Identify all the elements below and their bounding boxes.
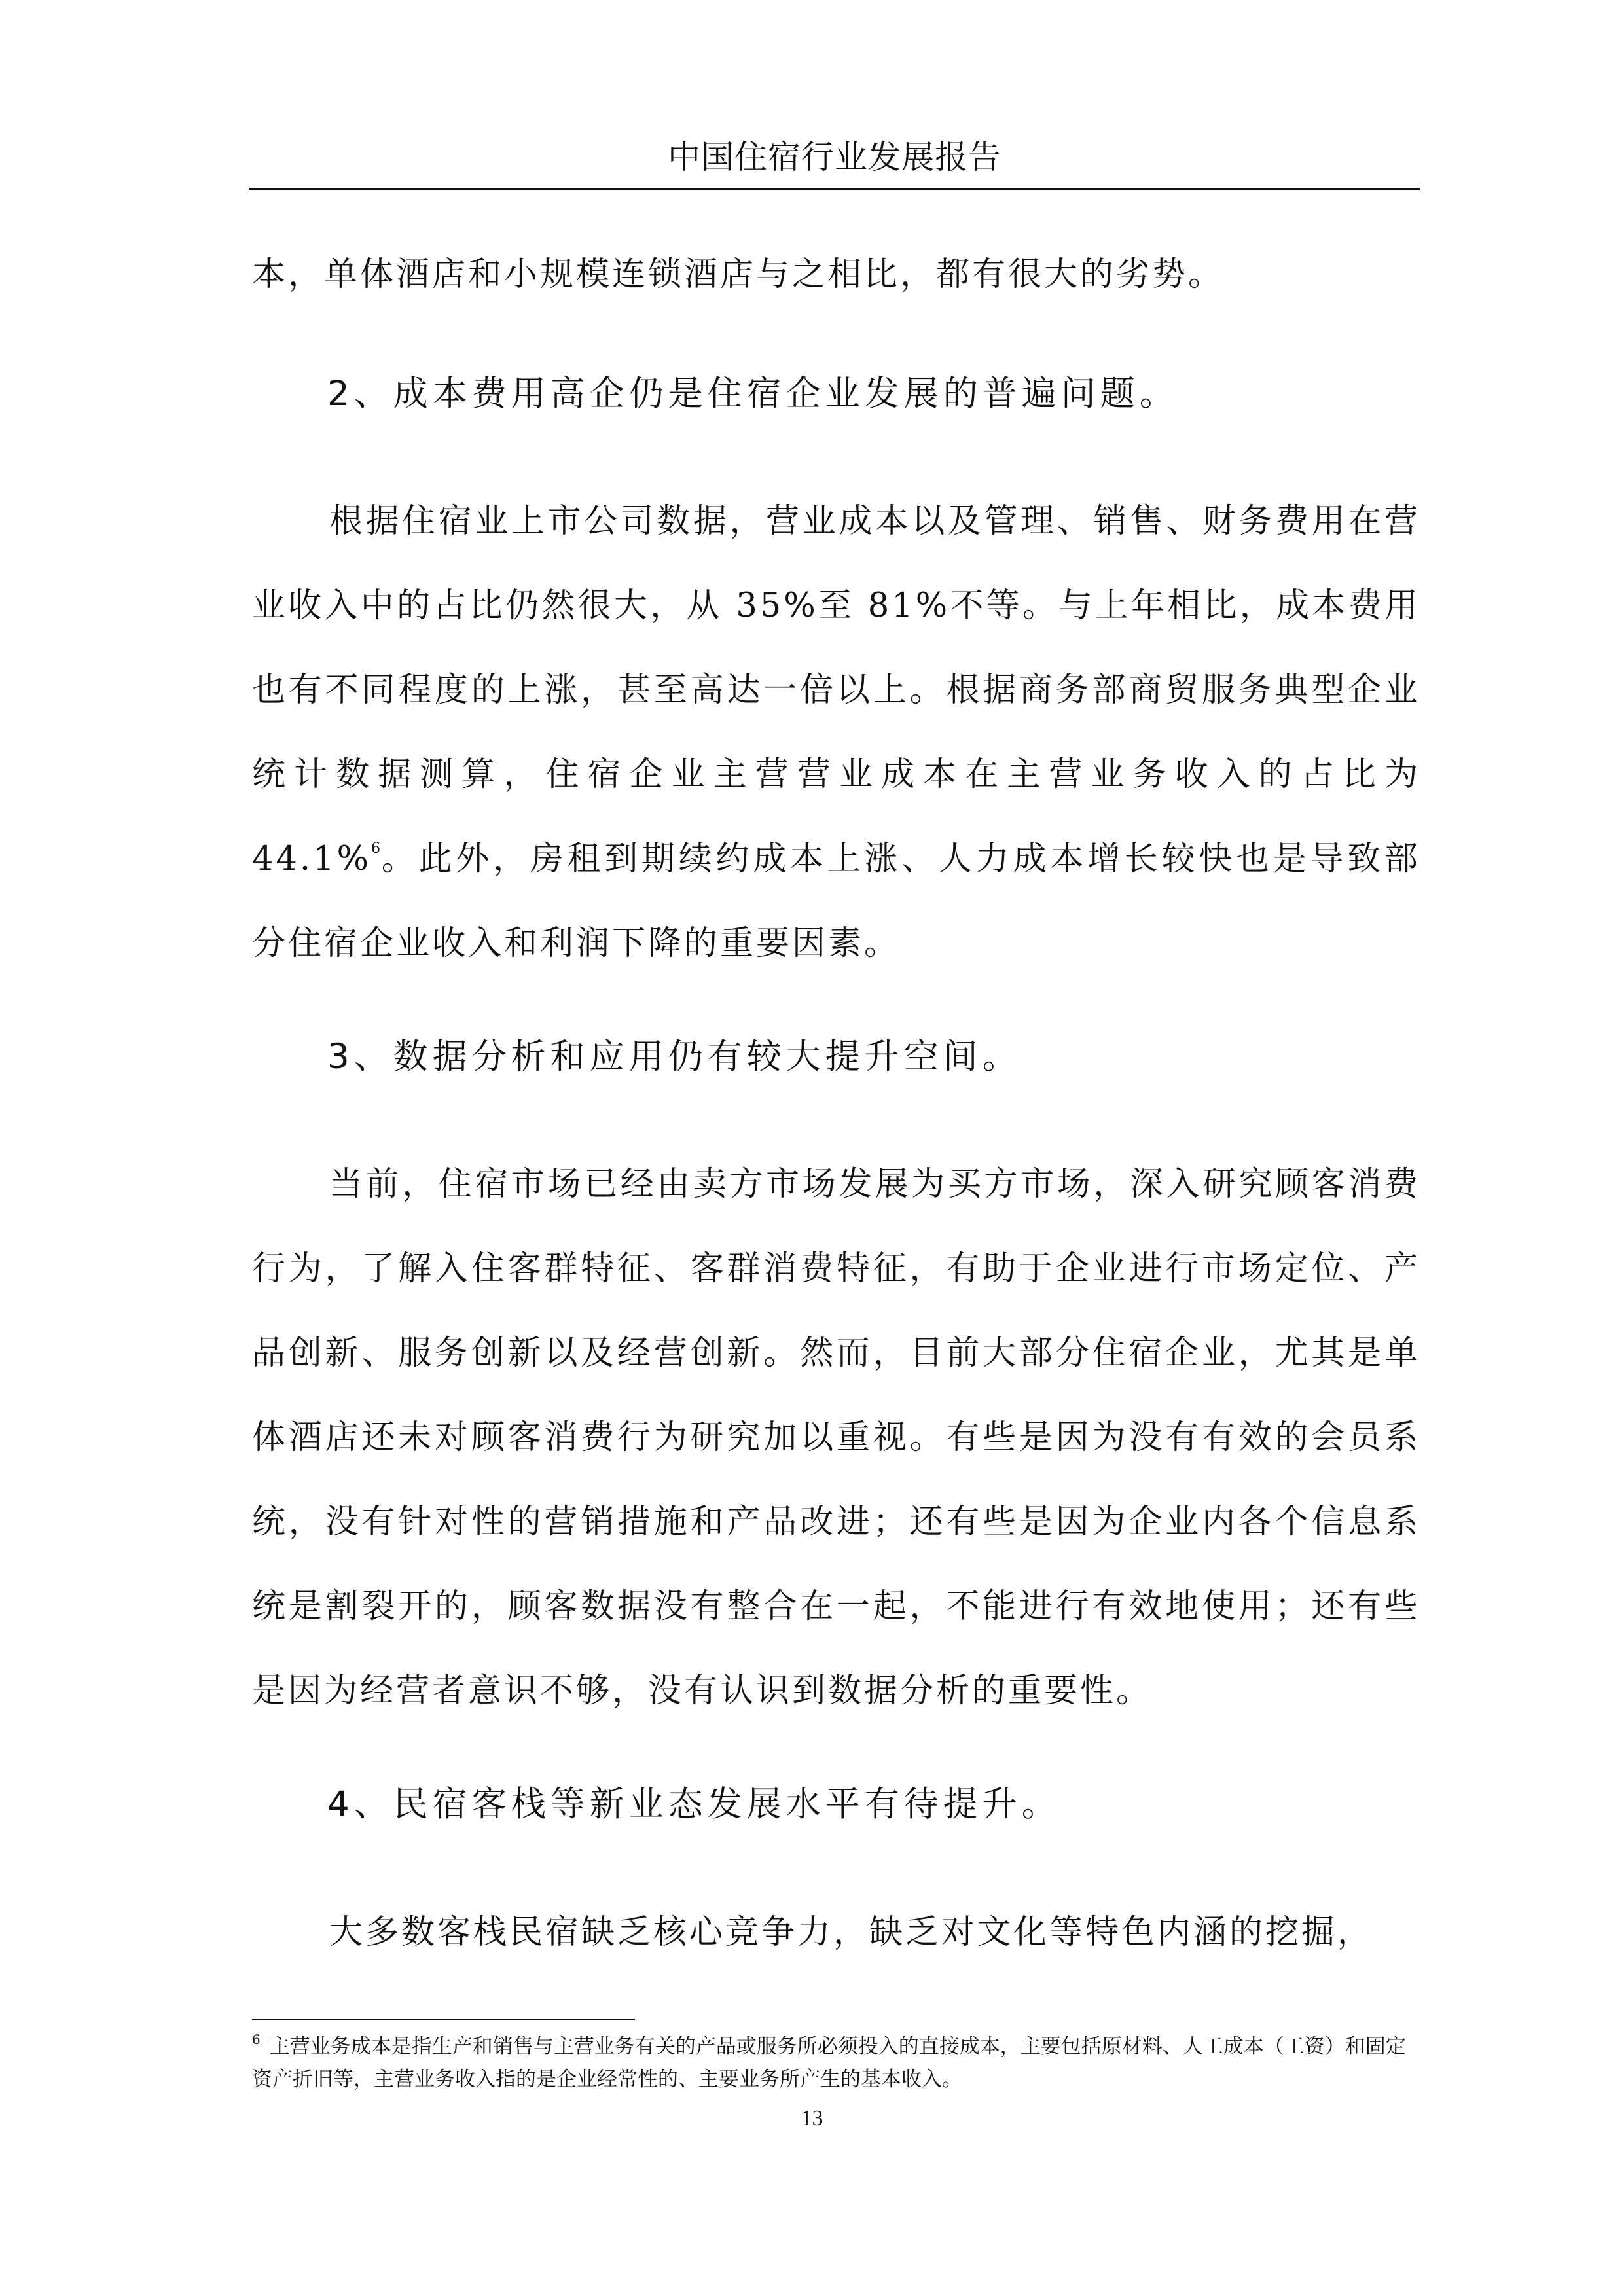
footnote-divider <box>252 2019 635 2020</box>
footnote-reference: 6 <box>371 840 381 857</box>
page-number: 13 <box>801 2106 823 2130</box>
section-heading-2: 2、成本费用高企仍是住宿企业发展的普遍问题。 <box>327 374 1179 414</box>
footnote <box>252 2030 1424 2096</box>
footnote-mark: 6 <box>252 2032 261 2047</box>
paragraph-continued: 本，单体酒店和小规模连锁酒店与之相比，都有很大的劣势。 <box>252 255 1225 294</box>
section-heading-4: 4、民宿客栈等新业态发展水平有待提升。 <box>327 1784 1061 1824</box>
running-header-title: 中国住宿行业发展报告 <box>668 139 1001 175</box>
paragraph-homestay: 大多数客栈民宿缺乏核心竞争力，缺乏对文化等特色内涵的挖掘， <box>329 1913 1374 1952</box>
paragraph-cost-text-continued: 。此外，房租到期续约成本上涨、人力成本增长较快也是导致部分住宿企业收入和利润下降的重要因素。 <box>252 840 1420 963</box>
header-divider <box>249 188 1420 190</box>
paragraph-data-analysis: 当前，住宿市场已经由卖方市场发展为买方市场，深入研究顾客消费行为，了解入住客群特征、客群消费特征，有助于企业进行市场定位、产品创新、服务创新以及经营创新。然而，目前大部分住宿企业，尤其是单体酒店还未对顾客消费行为研究加以重视。有些是因为没有有效的会员系统，没有针对性的营销措施和产品改进；还有些是因为企业内各个信息系统是割裂开的，顾客数据没有整合在一起，不能进行有效地使用；还有些是因为经营者意识不够，没有认识到数据分析的重要性。 <box>252 1165 1420 1710</box>
footnote-text: 主营业务成本是指生产和销售与主营业务有关的产品或服务所必须投入的直接成本，主要包括原材料、人工成本（工资）和固定资产折旧等，主营业务收入指的是企业经常性的、主要业务所产生的基本收入。 <box>252 2035 1406 2091</box>
paragraph-cost <box>252 479 1420 986</box>
paragraph-cost-text: 根据住宿业上市公司数据，营业成本以及管理、销售、财务费用在营业收入中的占比仍然很大，从 35%至 81%不等。与上年相比，成本费用也有不同程度的上涨，甚至高达一倍以上。根据商务部商贸服务典型企业统计数据测算，住宿企业主营营业成本在主营业务收入的占比为44.1% <box>252 502 1420 878</box>
section-heading-3: 3、数据分析和应用仍有较大提升空间。 <box>327 1037 1022 1077</box>
